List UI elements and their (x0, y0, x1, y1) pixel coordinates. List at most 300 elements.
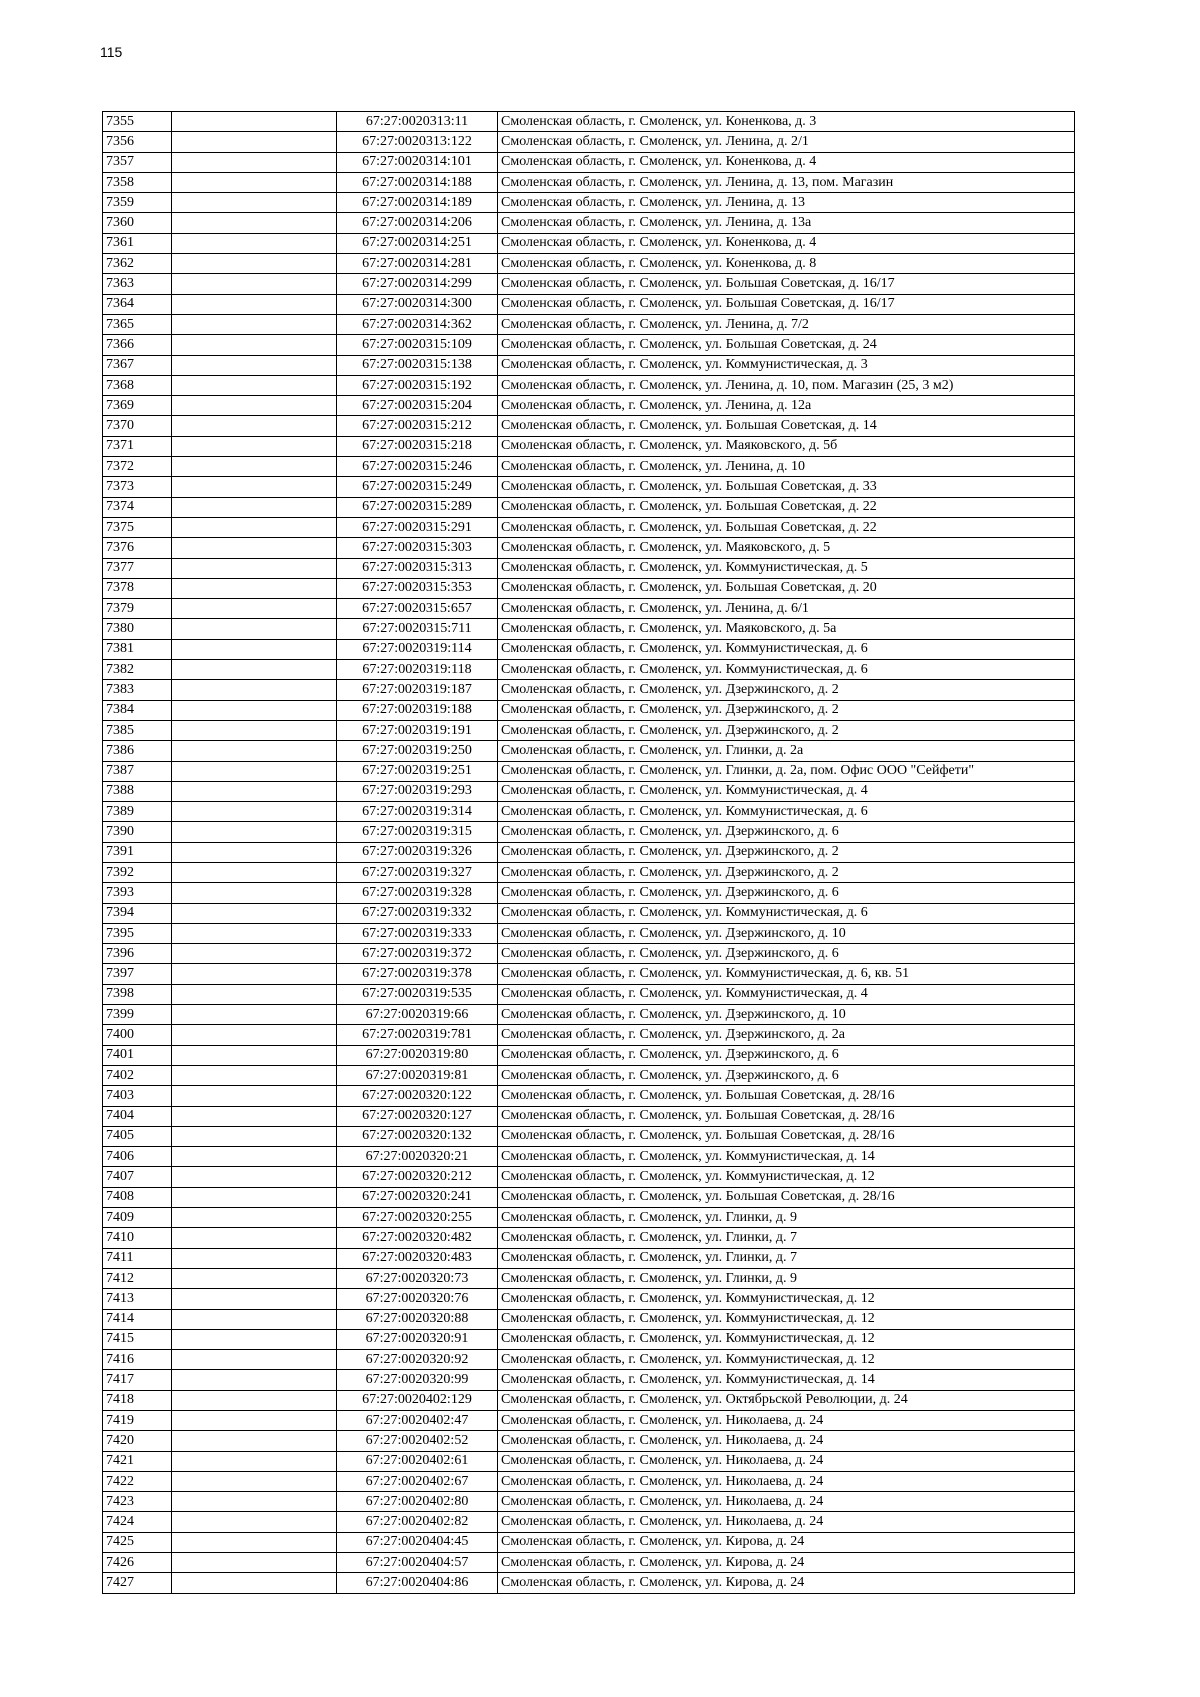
row-number-cell: 7398 (103, 984, 172, 1004)
row-number-cell: 7366 (103, 335, 172, 355)
cadastral-number-cell: 67:27:0020319:187 (337, 680, 498, 700)
row-number-cell: 7361 (103, 233, 172, 253)
empty-cell (172, 1553, 337, 1573)
cadastral-number-cell: 67:27:0020320:483 (337, 1248, 498, 1268)
table-row (103, 558, 1075, 578)
cadastral-number-cell: 67:27:0020402:61 (337, 1451, 498, 1471)
row-number-cell: 7367 (103, 355, 172, 375)
empty-cell (172, 1309, 337, 1329)
address-cell: Смоленская область, г. Смоленск, ул. Ленина, д. 13а (498, 213, 1075, 233)
cadastral-number-cell: 67:27:0020319:535 (337, 984, 498, 1004)
empty-cell (172, 1532, 337, 1552)
cadastral-number-cell: 67:27:0020315:192 (337, 375, 498, 395)
empty-cell (172, 578, 337, 598)
empty-cell (172, 1471, 337, 1491)
empty-cell (172, 375, 337, 395)
row-number-cell: 7408 (103, 1187, 172, 1207)
cadastral-number-cell: 67:27:0020315:218 (337, 436, 498, 456)
address-cell: Смоленская область, г. Смоленск, ул. Коммунистическая, д. 4 (498, 984, 1075, 1004)
empty-cell (172, 274, 337, 294)
row-number-cell: 7412 (103, 1268, 172, 1288)
row-number-cell: 7419 (103, 1411, 172, 1431)
row-number-cell: 7382 (103, 660, 172, 680)
cadastral-number-cell: 67:27:0020319:315 (337, 822, 498, 842)
table-row (103, 1512, 1075, 1532)
cadastral-number-cell: 67:27:0020319:781 (337, 1025, 498, 1045)
row-number-cell: 7421 (103, 1451, 172, 1471)
table-row (103, 335, 1075, 355)
empty-cell (172, 903, 337, 923)
cadastral-number-cell: 67:27:0020320:92 (337, 1350, 498, 1370)
address-cell: Смоленская область, г. Смоленск, ул. Кирова, д. 24 (498, 1553, 1075, 1573)
table-row (103, 172, 1075, 192)
row-number-cell: 7387 (103, 761, 172, 781)
empty-cell (172, 1086, 337, 1106)
empty-cell (172, 1411, 337, 1431)
table-row (103, 1005, 1075, 1025)
cadastral-number-cell: 67:27:0020320:88 (337, 1309, 498, 1329)
table-row (103, 1573, 1075, 1593)
address-cell: Смоленская область, г. Смоленск, ул. Глинки, д. 9 (498, 1208, 1075, 1228)
row-number-cell: 7407 (103, 1167, 172, 1187)
row-number-cell: 7403 (103, 1086, 172, 1106)
address-cell: Смоленская область, г. Смоленск, ул. Коненкова, д. 4 (498, 152, 1075, 172)
empty-cell (172, 1573, 337, 1593)
address-cell: Смоленская область, г. Смоленск, ул. Ленина, д. 13 (498, 193, 1075, 213)
row-number-cell: 7415 (103, 1329, 172, 1349)
row-number-cell: 7423 (103, 1492, 172, 1512)
empty-cell (172, 964, 337, 984)
cadastral-number-cell: 67:27:0020315:289 (337, 497, 498, 517)
row-number-cell: 7375 (103, 517, 172, 537)
row-number-cell: 7357 (103, 152, 172, 172)
row-number-cell: 7402 (103, 1065, 172, 1085)
empty-cell (172, 254, 337, 274)
address-cell: Смоленская область, г. Смоленск, ул. Кирова, д. 24 (498, 1532, 1075, 1552)
row-number-cell: 7413 (103, 1289, 172, 1309)
address-cell: Смоленская область, г. Смоленск, ул. Коммунистическая, д. 12 (498, 1350, 1075, 1370)
row-number-cell: 7401 (103, 1045, 172, 1065)
cadastral-number-cell: 67:27:0020319:333 (337, 923, 498, 943)
table-row (103, 1126, 1075, 1146)
table-row (103, 1492, 1075, 1512)
address-cell: Смоленская область, г. Смоленск, ул. Коммунистическая, д. 12 (498, 1289, 1075, 1309)
table-row (103, 944, 1075, 964)
table-row (103, 1370, 1075, 1390)
table-row (103, 1025, 1075, 1045)
row-number-cell: 7409 (103, 1208, 172, 1228)
address-cell: Смоленская область, г. Смоленск, ул. Коммунистическая, д. 12 (498, 1329, 1075, 1349)
page-number: 115 (100, 44, 123, 60)
cadastral-number-cell: 67:27:0020319:372 (337, 944, 498, 964)
cadastral-number-cell: 67:27:0020315:212 (337, 416, 498, 436)
cadastral-number-cell: 67:27:0020319:191 (337, 720, 498, 740)
table-row (103, 802, 1075, 822)
row-number-cell: 7365 (103, 314, 172, 334)
cadastral-number-cell: 67:27:0020404:57 (337, 1553, 498, 1573)
row-number-cell: 7425 (103, 1532, 172, 1552)
cadastral-number-cell: 67:27:0020319:66 (337, 1005, 498, 1025)
cadastral-number-cell: 67:27:0020319:327 (337, 862, 498, 882)
cadastral-number-cell: 67:27:0020315:249 (337, 477, 498, 497)
address-cell: Смоленская область, г. Смоленск, ул. Коммунистическая, д. 4 (498, 781, 1075, 801)
row-number-cell: 7373 (103, 477, 172, 497)
row-number-cell: 7380 (103, 619, 172, 639)
row-number-cell: 7427 (103, 1573, 172, 1593)
cadastral-number-cell: 67:27:0020320:76 (337, 1289, 498, 1309)
row-number-cell: 7381 (103, 639, 172, 659)
row-number-cell: 7391 (103, 842, 172, 862)
cadastral-number-cell: 67:27:0020314:251 (337, 233, 498, 253)
cadastral-number-cell: 67:27:0020314:101 (337, 152, 498, 172)
table-row (103, 233, 1075, 253)
table-row (103, 152, 1075, 172)
row-number-cell: 7356 (103, 132, 172, 152)
empty-cell (172, 599, 337, 619)
cadastral-number-cell: 67:27:0020320:73 (337, 1268, 498, 1288)
cadastral-number-cell: 67:27:0020320:132 (337, 1126, 498, 1146)
row-number-cell: 7388 (103, 781, 172, 801)
cadastral-number-cell: 67:27:0020315:353 (337, 578, 498, 598)
table-row (103, 1268, 1075, 1288)
empty-cell (172, 1208, 337, 1228)
empty-cell (172, 1492, 337, 1512)
table-row (103, 416, 1075, 436)
cadastral-number-cell: 67:27:0020319:378 (337, 964, 498, 984)
table-row (103, 1451, 1075, 1471)
empty-cell (172, 741, 337, 761)
table-row (103, 213, 1075, 233)
table-row (103, 964, 1075, 984)
address-cell: Смоленская область, г. Смоленск, ул. Коммунистическая, д. 12 (498, 1167, 1075, 1187)
row-number-cell: 7422 (103, 1471, 172, 1491)
table-row (103, 761, 1075, 781)
cadastral-number-cell: 67:27:0020313:122 (337, 132, 498, 152)
table-row (103, 1329, 1075, 1349)
address-cell: Смоленская область, г. Смоленск, ул. Большая Советская, д. 22 (498, 517, 1075, 537)
row-number-cell: 7377 (103, 558, 172, 578)
address-cell: Смоленская область, г. Смоленск, ул. Большая Советская, д. 24 (498, 335, 1075, 355)
empty-cell (172, 213, 337, 233)
address-cell: Смоленская область, г. Смоленск, ул. Большая Советская, д. 28/16 (498, 1126, 1075, 1146)
empty-cell (172, 883, 337, 903)
cadastral-number-cell: 67:27:0020319:326 (337, 842, 498, 862)
address-cell: Смоленская область, г. Смоленск, ул. Коммунистическая, д. 6 (498, 903, 1075, 923)
row-number-cell: 7410 (103, 1228, 172, 1248)
table-row (103, 1086, 1075, 1106)
row-number-cell: 7392 (103, 862, 172, 882)
table-row (103, 1248, 1075, 1268)
empty-cell (172, 132, 337, 152)
empty-cell (172, 802, 337, 822)
row-number-cell: 7378 (103, 578, 172, 598)
cadastral-number-cell: 67:27:0020402:67 (337, 1471, 498, 1491)
address-cell: Смоленская область, г. Смоленск, ул. Ленина, д. 12а (498, 396, 1075, 416)
row-number-cell: 7379 (103, 599, 172, 619)
empty-cell (172, 1228, 337, 1248)
cadastral-number-cell: 67:27:0020320:482 (337, 1228, 498, 1248)
empty-cell (172, 436, 337, 456)
address-cell: Смоленская область, г. Смоленск, ул. Ленина, д. 7/2 (498, 314, 1075, 334)
table-row (103, 639, 1075, 659)
address-cell: Смоленская область, г. Смоленск, ул. Глинки, д. 2а (498, 741, 1075, 761)
row-number-cell: 7369 (103, 396, 172, 416)
row-number-cell: 7368 (103, 375, 172, 395)
row-number-cell: 7358 (103, 172, 172, 192)
address-cell: Смоленская область, г. Смоленск, ул. Дзержинского, д. 2 (498, 680, 1075, 700)
row-number-cell: 7359 (103, 193, 172, 213)
table-row (103, 1289, 1075, 1309)
cadastral-number-cell: 67:27:0020319:250 (337, 741, 498, 761)
table-row (103, 680, 1075, 700)
address-cell: Смоленская область, г. Смоленск, ул. Ленина, д. 10, пом. Магазин (25, 3 м2) (498, 375, 1075, 395)
cadastral-number-cell: 67:27:0020404:86 (337, 1573, 498, 1593)
cadastral-number-cell: 67:27:0020314:188 (337, 172, 498, 192)
row-number-cell: 7400 (103, 1025, 172, 1045)
cadastral-number-cell: 67:27:0020315:313 (337, 558, 498, 578)
cadastral-number-cell: 67:27:0020402:129 (337, 1390, 498, 1410)
table-row (103, 254, 1075, 274)
table-row (103, 1187, 1075, 1207)
empty-cell (172, 294, 337, 314)
table-row (103, 396, 1075, 416)
empty-cell (172, 1187, 337, 1207)
address-cell: Смоленская область, г. Смоленск, ул. Глинки, д. 9 (498, 1268, 1075, 1288)
table-row (103, 1350, 1075, 1370)
address-cell: Смоленская область, г. Смоленск, ул. Дзержинского, д. 2 (498, 720, 1075, 740)
empty-cell (172, 355, 337, 375)
table-row (103, 1411, 1075, 1431)
row-number-cell: 7385 (103, 720, 172, 740)
row-number-cell: 7362 (103, 254, 172, 274)
empty-cell (172, 1329, 337, 1349)
cadastral-number-cell: 67:27:0020402:52 (337, 1431, 498, 1451)
cadastral-number-cell: 67:27:0020315:657 (337, 599, 498, 619)
address-cell: Смоленская область, г. Смоленск, ул. Коненкова, д. 3 (498, 112, 1075, 132)
cadastral-number-cell: 67:27:0020319:293 (337, 781, 498, 801)
table-row (103, 274, 1075, 294)
table-row (103, 314, 1075, 334)
cadastral-number-cell: 67:27:0020320:21 (337, 1147, 498, 1167)
table-row (103, 294, 1075, 314)
row-number-cell: 7404 (103, 1106, 172, 1126)
empty-cell (172, 172, 337, 192)
address-cell: Смоленская область, г. Смоленск, ул. Ленина, д. 6/1 (498, 599, 1075, 619)
cadastral-number-cell: 67:27:0020320:255 (337, 1208, 498, 1228)
address-cell: Смоленская область, г. Смоленск, ул. Глинки, д. 7 (498, 1228, 1075, 1248)
empty-cell (172, 396, 337, 416)
table-row (103, 822, 1075, 842)
address-cell: Смоленская область, г. Смоленск, ул. Большая Советская, д. 22 (498, 497, 1075, 517)
row-number-cell: 7371 (103, 436, 172, 456)
address-cell: Смоленская область, г. Смоленск, ул. Большая Советская, д. 28/16 (498, 1106, 1075, 1126)
cadastral-number-cell: 67:27:0020315:109 (337, 335, 498, 355)
table-row (103, 355, 1075, 375)
table-row (103, 112, 1075, 132)
table-row (103, 1553, 1075, 1573)
empty-cell (172, 619, 337, 639)
table-row (103, 132, 1075, 152)
address-cell: Смоленская область, г. Смоленск, ул. Коненкова, д. 4 (498, 233, 1075, 253)
cadastral-number-cell: 67:27:0020404:45 (337, 1532, 498, 1552)
address-cell: Смоленская область, г. Смоленск, ул. Коммунистическая, д. 14 (498, 1370, 1075, 1390)
table-row (103, 375, 1075, 395)
empty-cell (172, 233, 337, 253)
row-number-cell: 7390 (103, 822, 172, 842)
table-row (103, 497, 1075, 517)
empty-cell (172, 1065, 337, 1085)
row-number-cell: 7370 (103, 416, 172, 436)
empty-cell (172, 538, 337, 558)
empty-cell (172, 558, 337, 578)
empty-cell (172, 1025, 337, 1045)
address-cell: Смоленская область, г. Смоленск, ул. Николаева, д. 24 (498, 1492, 1075, 1512)
empty-cell (172, 1005, 337, 1025)
address-cell: Смоленская область, г. Смоленск, ул. Дзержинского, д. 10 (498, 923, 1075, 943)
address-cell: Смоленская область, г. Смоленск, ул. Николаева, д. 24 (498, 1451, 1075, 1471)
address-cell: Смоленская область, г. Смоленск, ул. Николаева, д. 24 (498, 1431, 1075, 1451)
address-cell: Смоленская область, г. Смоленск, ул. Маяковского, д. 5б (498, 436, 1075, 456)
cadastral-number-cell: 67:27:0020320:212 (337, 1167, 498, 1187)
address-cell: Смоленская область, г. Смоленск, ул. Большая Советская, д. 28/16 (498, 1086, 1075, 1106)
cadastral-number-cell: 67:27:0020315:303 (337, 538, 498, 558)
cadastral-number-cell: 67:27:0020315:138 (337, 355, 498, 375)
empty-cell (172, 923, 337, 943)
row-number-cell: 7394 (103, 903, 172, 923)
cadastral-number-cell: 67:27:0020315:711 (337, 619, 498, 639)
table-row (103, 599, 1075, 619)
address-cell: Смоленская область, г. Смоленск, ул. Большая Советская, д. 16/17 (498, 294, 1075, 314)
table-row (103, 1532, 1075, 1552)
row-number-cell: 7393 (103, 883, 172, 903)
empty-cell (172, 1370, 337, 1390)
table-row (103, 903, 1075, 923)
table-row (103, 720, 1075, 740)
row-number-cell: 7416 (103, 1350, 172, 1370)
cadastral-number-cell: 67:27:0020319:251 (337, 761, 498, 781)
cadastral-number-cell: 67:27:0020319:118 (337, 660, 498, 680)
table-row (103, 1228, 1075, 1248)
address-cell: Смоленская область, г. Смоленск, ул. Николаева, д. 24 (498, 1512, 1075, 1532)
table-row (103, 457, 1075, 477)
address-cell: Смоленская область, г. Смоленск, ул. Дзержинского, д. 6 (498, 1065, 1075, 1085)
cadastral-number-cell: 67:27:0020314:362 (337, 314, 498, 334)
cadastral-number-cell: 67:27:0020320:122 (337, 1086, 498, 1106)
cadastral-number-cell: 67:27:0020402:82 (337, 1512, 498, 1532)
address-cell: Смоленская область, г. Смоленск, ул. Дзержинского, д. 2а (498, 1025, 1075, 1045)
address-cell: Смоленская область, г. Смоленск, ул. Октябрьской Революции, д. 24 (498, 1390, 1075, 1410)
row-number-cell: 7372 (103, 457, 172, 477)
empty-cell (172, 984, 337, 1004)
cadastral-number-cell: 67:27:0020402:80 (337, 1492, 498, 1512)
empty-cell (172, 416, 337, 436)
empty-cell (172, 822, 337, 842)
row-number-cell: 7374 (103, 497, 172, 517)
cadastral-number-cell: 67:27:0020314:189 (337, 193, 498, 213)
table-row (103, 517, 1075, 537)
table-row (103, 1106, 1075, 1126)
table-row (103, 1147, 1075, 1167)
table-row (103, 660, 1075, 680)
empty-cell (172, 660, 337, 680)
address-cell: Смоленская область, г. Смоленск, ул. Дзержинского, д. 6 (498, 1045, 1075, 1065)
address-cell: Смоленская область, г. Смоленск, ул. Глинки, д. 7 (498, 1248, 1075, 1268)
table-row (103, 984, 1075, 1004)
address-cell: Смоленская область, г. Смоленск, ул. Дзержинского, д. 2 (498, 842, 1075, 862)
cadastral-number-cell: 67:27:0020314:206 (337, 213, 498, 233)
address-cell: Смоленская область, г. Смоленск, ул. Кирова, д. 24 (498, 1573, 1075, 1593)
address-cell: Смоленская область, г. Смоленск, ул. Дзержинского, д. 10 (498, 1005, 1075, 1025)
empty-cell (172, 1451, 337, 1471)
cadastral-number-cell: 67:27:0020315:291 (337, 517, 498, 537)
table-row (103, 578, 1075, 598)
row-number-cell: 7406 (103, 1147, 172, 1167)
empty-cell (172, 862, 337, 882)
address-cell: Смоленская область, г. Смоленск, ул. Большая Советская, д. 16/17 (498, 274, 1075, 294)
address-cell: Смоленская область, г. Смоленск, ул. Глинки, д. 2а, пом. Офис ООО "Сейфети" (498, 761, 1075, 781)
address-cell: Смоленская область, г. Смоленск, ул. Коммунистическая, д. 3 (498, 355, 1075, 375)
row-number-cell: 7355 (103, 112, 172, 132)
registry-table-body (103, 112, 1075, 1594)
cadastral-number-cell: 67:27:0020319:114 (337, 639, 498, 659)
empty-cell (172, 112, 337, 132)
address-cell: Смоленская область, г. Смоленск, ул. Ленина, д. 13, пом. Магазин (498, 172, 1075, 192)
table-row (103, 1431, 1075, 1451)
cadastral-number-cell: 67:27:0020319:328 (337, 883, 498, 903)
address-cell: Смоленская область, г. Смоленск, ул. Николаева, д. 24 (498, 1471, 1075, 1491)
row-number-cell: 7405 (103, 1126, 172, 1146)
table-row (103, 700, 1075, 720)
table-row (103, 193, 1075, 213)
address-cell: Смоленская область, г. Смоленск, ул. Большая Советская, д. 33 (498, 477, 1075, 497)
empty-cell (172, 1289, 337, 1309)
row-number-cell: 7376 (103, 538, 172, 558)
empty-cell (172, 1147, 337, 1167)
empty-cell (172, 1167, 337, 1187)
address-cell: Смоленская область, г. Смоленск, ул. Коммунистическая, д. 6 (498, 802, 1075, 822)
address-cell: Смоленская область, г. Смоленск, ул. Большая Советская, д. 20 (498, 578, 1075, 598)
row-number-cell: 7364 (103, 294, 172, 314)
address-cell: Смоленская область, г. Смоленск, ул. Коммунистическая, д. 6, кв. 51 (498, 964, 1075, 984)
table-row (103, 842, 1075, 862)
row-number-cell: 7424 (103, 1512, 172, 1532)
table-row (103, 923, 1075, 943)
row-number-cell: 7411 (103, 1248, 172, 1268)
empty-cell (172, 517, 337, 537)
address-cell: Смоленская область, г. Смоленск, ул. Коммунистическая, д. 12 (498, 1309, 1075, 1329)
table-row (103, 1309, 1075, 1329)
cadastral-number-cell: 67:27:0020319:188 (337, 700, 498, 720)
row-number-cell: 7417 (103, 1370, 172, 1390)
table-row (103, 538, 1075, 558)
address-cell: Смоленская область, г. Смоленск, ул. Коммунистическая, д. 5 (498, 558, 1075, 578)
table-row (103, 477, 1075, 497)
empty-cell (172, 193, 337, 213)
row-number-cell: 7383 (103, 680, 172, 700)
cadastral-number-cell: 67:27:0020320:91 (337, 1329, 498, 1349)
table-row (103, 741, 1075, 761)
address-cell: Смоленская область, г. Смоленск, ул. Маяковского, д. 5 (498, 538, 1075, 558)
address-cell: Смоленская область, г. Смоленск, ул. Дзержинского, д. 6 (498, 944, 1075, 964)
row-number-cell: 7360 (103, 213, 172, 233)
cadastral-number-cell: 67:27:0020314:300 (337, 294, 498, 314)
row-number-cell: 7363 (103, 274, 172, 294)
row-number-cell: 7395 (103, 923, 172, 943)
registry-table (102, 111, 1075, 1594)
address-cell: Смоленская область, г. Смоленск, ул. Дзержинского, д. 6 (498, 883, 1075, 903)
empty-cell (172, 1512, 337, 1532)
table-row (103, 1045, 1075, 1065)
